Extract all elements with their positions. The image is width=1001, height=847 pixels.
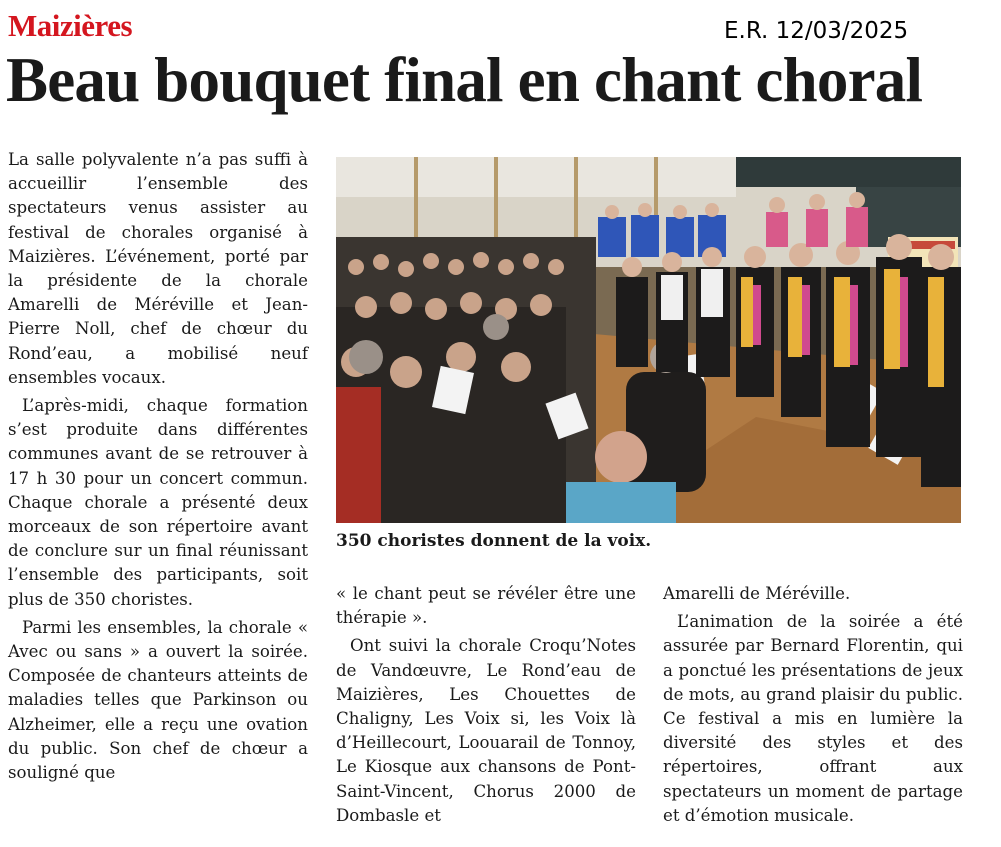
article-headline: Beau bouquet final en chant choral xyxy=(6,45,923,115)
paragraph: La salle polyvalente n’a pas suffi à accueillir l’ensemble des spectateurs venus assister au festival de chorales organisé à Maizières. L’événement, porté par la présidente de la chorale Amarelli de Méréville et Jean-Pierre Noll, chef de chœur du Rond’eau, a mobilisé neuf ensembles vocaux. xyxy=(8,150,308,387)
paragraph: Ont suivi la chorale Croqu’Notes de Vandœuvre, Le Rond’eau de Maizières, Les Chouettes de Chaligny, Les Voix si, les Voix là d’Heillecourt, Loouarail de Tonnoy, Le Kiosque aux chansons de Pont-Saint-Vincent, Chorus 2000 de Dombasle et xyxy=(336,636,636,825)
article-photo xyxy=(336,157,961,523)
paragraph: Parmi les ensembles, la chorale « Avec ou sans » a ouvert la soirée. Composée de chanteurs atteints de maladies telles que Parkinson ou Alzheimer, elle a reçu une ovation du public. Son chef de chœur a souligné que xyxy=(8,617,308,783)
photo-caption: 350 choristes donnent de la voix. xyxy=(336,531,652,551)
section-rubric: Maizières xyxy=(8,8,133,43)
choir-photo-illustration xyxy=(336,157,961,523)
article-column-2 xyxy=(336,582,636,828)
paragraph: « le chant peut se révéler être une thérapie ». xyxy=(336,584,636,628)
article-column-3 xyxy=(663,582,963,828)
source-date: E.R. 12/03/2025 xyxy=(724,18,909,44)
paragraph: Amarelli de Méréville. xyxy=(663,584,851,603)
article-column-1 xyxy=(8,148,308,785)
paragraph: L’après-midi, chaque formation s’est produite dans différentes communes avant de se retrouver à 17 h 30 pour un concert commun. Chaque chorale a présenté deux morceaux de son répertoire avant de conclure sur un final réunissant l’ensemble des participants, soit plus de 350 choristes. xyxy=(8,396,308,609)
paragraph: L’animation de la soirée a été assurée par Bernard Florentin, qui a ponctué les présentations de jeux de mots, au grand plaisir du public. Ce festival a mis en lumière la diversité des styles et des répertoires, offrant aux spectateurs un moment de partage et d’émotion musicale. xyxy=(663,612,963,825)
